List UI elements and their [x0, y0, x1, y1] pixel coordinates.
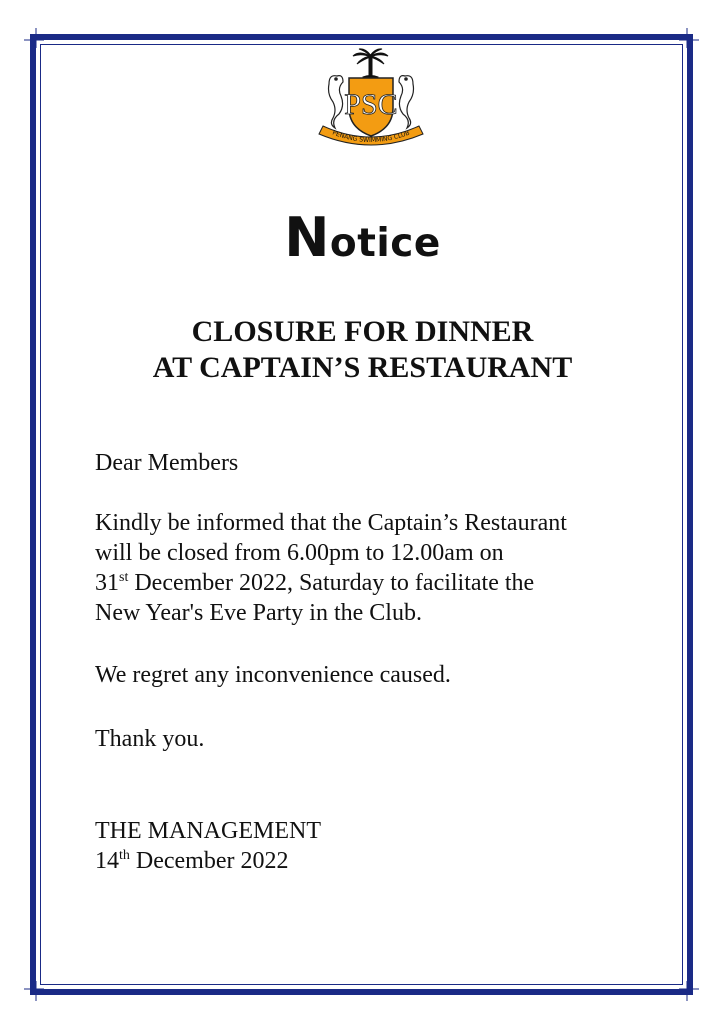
closure-paragraph [95, 508, 655, 628]
signoff-date [95, 846, 655, 876]
ribbon-text: PENANG SWIMMING CLUB [331, 129, 411, 145]
thanks-line: Thank you. [95, 726, 205, 752]
paragraph-line [95, 568, 655, 598]
headline-line-2: AT CAPTAIN’S RESTAURANT [152, 351, 573, 384]
paragraph-line: will be closed from 6.00pm to 12.00am on [95, 540, 504, 566]
signoff-from: THE MANAGEMENT [95, 818, 321, 844]
signoff-date-suffix: th [119, 848, 130, 863]
closure-date-rest: December 2022, Saturday to facilitate the [128, 570, 535, 596]
paragraph-line: New Year's Eve Party in the Club. [95, 600, 422, 626]
signoff-date-day: 14 [95, 848, 119, 874]
headline [0, 314, 725, 386]
salutation: Dear Members [95, 450, 239, 476]
palm-tree-icon [353, 49, 388, 79]
closure-date-day: 31 [95, 570, 119, 596]
closure-date-suffix: st [119, 570, 129, 585]
signoff [95, 816, 655, 876]
seahorse-left-icon [329, 76, 344, 128]
notice-title-initial: N [284, 206, 330, 269]
notice-title [0, 206, 725, 269]
headline-line-1: CLOSURE FOR DINNER [191, 315, 534, 348]
seahorse-right-icon [399, 76, 414, 128]
monogram-icon: PSC [344, 88, 398, 121]
club-crest-logo [315, 48, 427, 146]
paragraph-line: Kindly be informed that the Captain’s Restaurant [95, 510, 567, 536]
signoff-date-rest: December 2022 [129, 848, 289, 874]
notice-title-rest: otice [329, 221, 441, 266]
regret-line: We regret any inconvenience caused. [95, 662, 451, 688]
